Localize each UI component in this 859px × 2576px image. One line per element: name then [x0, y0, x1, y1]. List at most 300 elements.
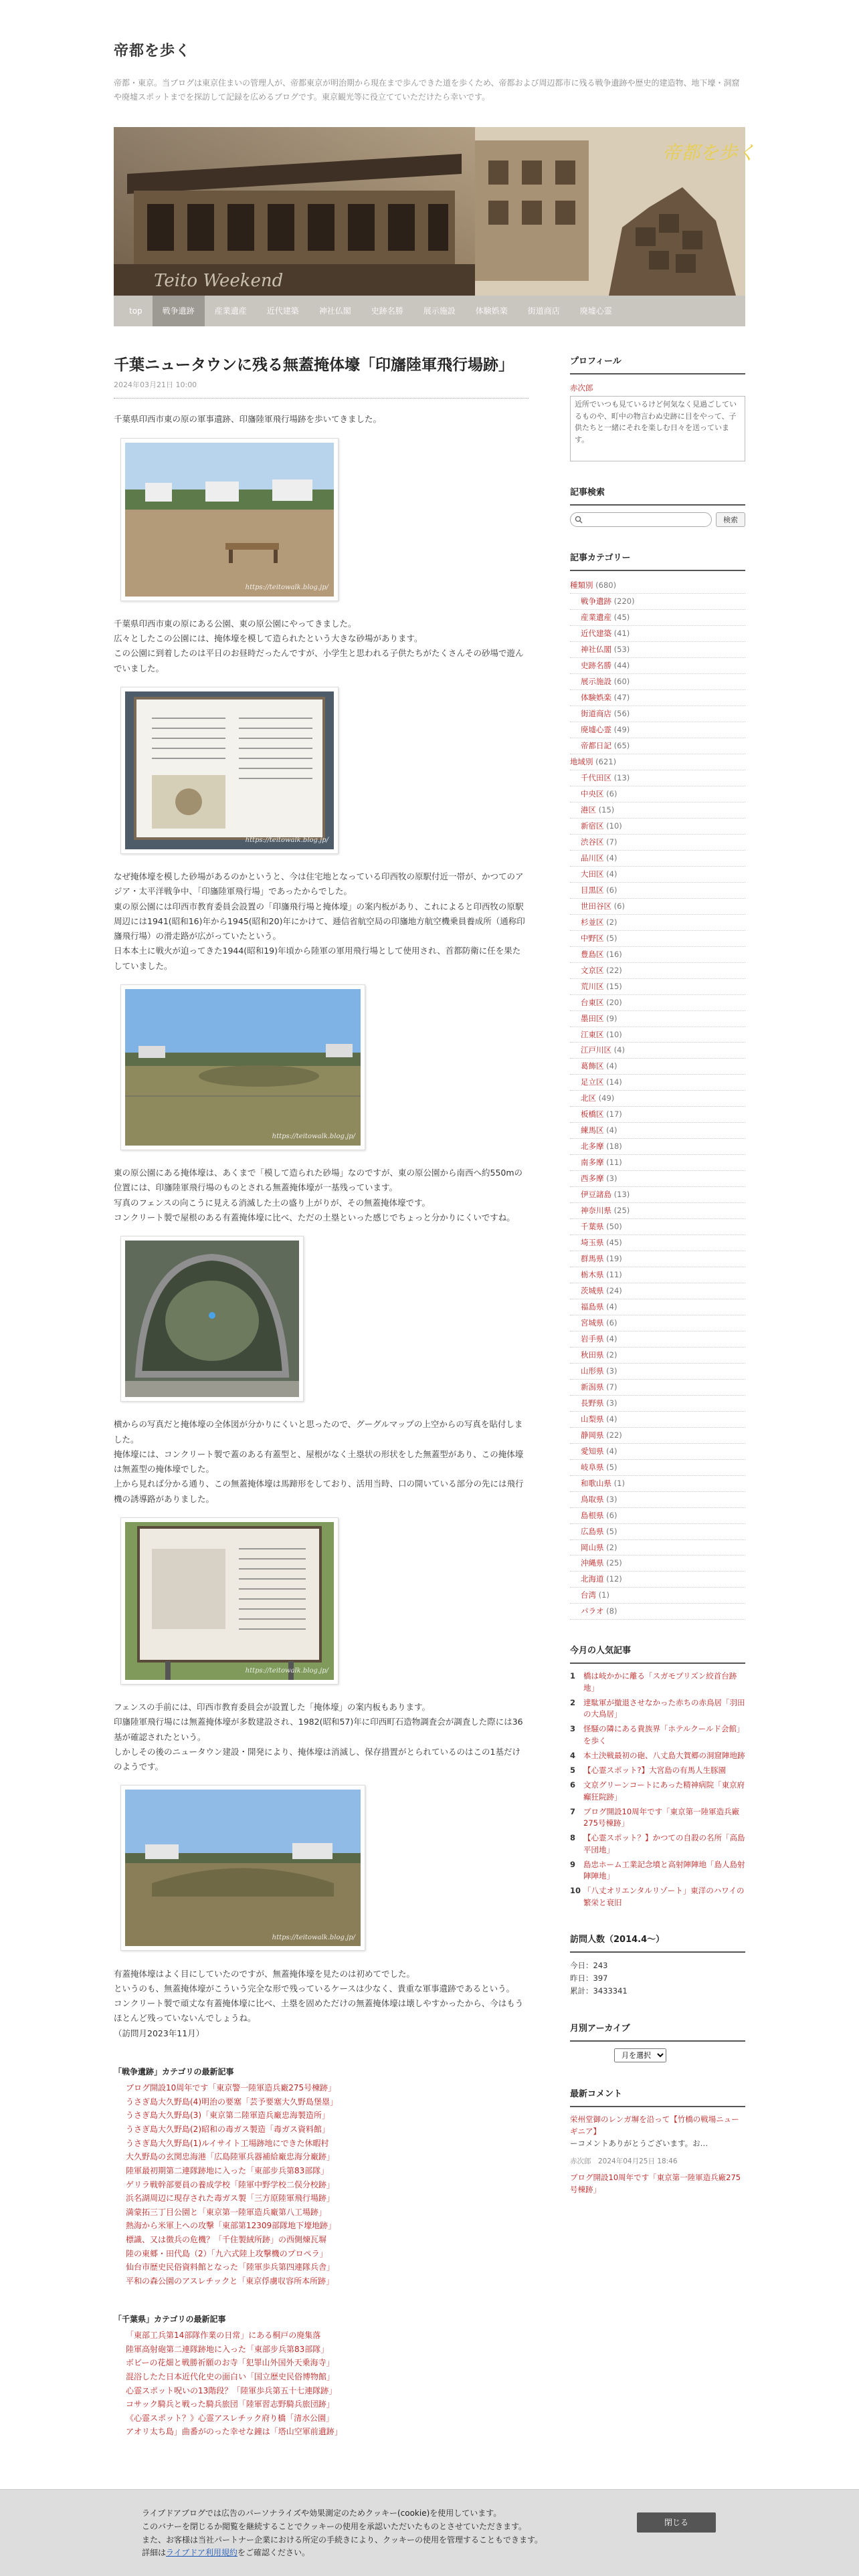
category-count: (25) — [606, 1558, 622, 1568]
category-link[interactable]: 岡山県 — [581, 1542, 604, 1552]
category-count: (3) — [606, 1366, 617, 1376]
category-item — [570, 1572, 745, 1588]
post-paragraph: 東の原公園にある掩体壕は、あくまで「模して造られた砂場」なのですが、東の原公園から南西へ約550mの位置には、印旛陸軍飛行場のものとされる無蓋掩体壕が一基残っています。 写真のフェンスの向こうに見える消滅した土の盛り上がりが、その無蓋掩体壕です。 コンクリート製で屋根のある有蓋掩体壕に比べ、ただの土塁といった感じでちょっと分かりにくいですね。 — [114, 1168, 523, 1222]
category-count: (13) — [613, 773, 630, 782]
nav-historic-sites[interactable]: 史跡名勝 — [371, 306, 403, 316]
category-latest-item — [126, 2178, 529, 2192]
category-item — [570, 979, 745, 995]
category-item — [570, 867, 745, 883]
category-item — [570, 1123, 745, 1139]
category-latest-link[interactable]: ボビーの花畑と戦勝祈願のお寺「犯罪山外国外天乗海寺」 — [126, 2358, 335, 2368]
category-item — [570, 1059, 745, 1075]
nav-war-ruins[interactable]: 戦争遺跡 — [153, 296, 205, 326]
category-link[interactable]: 練馬区 — [581, 1125, 604, 1136]
global-nav — [114, 296, 745, 326]
category-count: (24) — [606, 1286, 622, 1295]
popular-item — [570, 1765, 745, 1776]
popular-item — [570, 1697, 745, 1721]
category-latest-link[interactable]: 標識、又は徴兵の危機？「千住製絨所跡」の西側煉瓦塀 — [126, 2235, 327, 2245]
category-item — [570, 915, 745, 931]
category-item — [570, 1380, 745, 1396]
category-count: (22) — [606, 1430, 622, 1440]
category-item — [570, 1203, 745, 1219]
nav-exhibits[interactable]: 展示施設 — [423, 306, 456, 316]
category-item — [570, 899, 745, 915]
category-item — [570, 963, 745, 979]
category-link[interactable]: 島根県 — [581, 1510, 604, 1520]
cookie-message: ライブドアブログでは広告のパーソナライズや効果測定のためクッキー(cookie)を使用しています。 このバナーを閉じるか閲覧を継続することでクッキーの使用を承認いただいたものとさせていただきます。 また、お客様は当社パートナー企業における所定の手続きにより、クッキーの使用を管理することもできます。 — [142, 2508, 543, 2545]
photo-watermark: https://teitowalk.blog.jp/ — [245, 583, 328, 591]
category-link[interactable]: 世田谷区 — [581, 901, 611, 911]
category-link[interactable]: 鳥取県 — [581, 1494, 604, 1504]
photo-watermark: https://teitowalk.blog.jp/ — [272, 1133, 355, 1141]
category-item — [570, 1460, 745, 1476]
popular-link[interactable]: 怪騒の隣にある貴族界「ホテルクールド会館」を歩く — [583, 1724, 745, 1745]
profile-name[interactable]: 赤次郎 — [570, 383, 593, 393]
category-link[interactable]: 体験娯楽 — [581, 693, 611, 703]
header-banner-image — [114, 127, 757, 296]
category-count: (25) — [613, 1206, 630, 1216]
category-link[interactable]: 千葉県 — [581, 1222, 604, 1232]
category-latest-link[interactable]: 陸の東郷・田代島（2）「九六式陸上攻撃機のプロペラ」 — [126, 2248, 328, 2258]
category-link[interactable]: 杉並区 — [581, 917, 604, 927]
stat-yesterday: 昨日：397 — [570, 1973, 608, 1983]
banner-title-text: 帝都を歩く — [662, 142, 757, 164]
category-latest-item — [126, 2397, 529, 2411]
post-paragraph: 有蓋掩体壕はよく目にしていたのですが、無蓋掩体壕を見たのは初めてでした。 というのも、無蓋掩体壕がこういう完全な形で残っているケースは少なく、貴重な軍事遺跡であるという。 コンクリート製で頑丈な有蓋掩体壕に比べ、土塁を固めただけの無蓋掩体壕は壊しやすかったから、今はもうほとんど残っていないんでしょうね。 （訪問月2023年11月） — [114, 1968, 524, 2038]
category-link[interactable]: 葛飾区 — [581, 1061, 604, 1071]
categories-section — [570, 551, 745, 1620]
category-item — [570, 578, 745, 594]
category-item — [570, 802, 745, 819]
search-icon — [575, 516, 583, 524]
category-count: (6) — [606, 885, 617, 895]
category-link[interactable]: 神社仏閣 — [581, 645, 611, 655]
post-date: 2024年03月21日 10:00 — [114, 379, 529, 399]
category-item — [570, 1476, 745, 1492]
photo-bunker-fence[interactable] — [120, 984, 365, 1150]
category-link[interactable]: 新宿区 — [581, 821, 604, 831]
sidebar-heading: 最新コメント — [570, 2087, 745, 2107]
category-latest-link[interactable]: コサック騎兵と戦った騎兵旅団「陸軍習志野騎兵旅団跡」 — [126, 2399, 335, 2409]
category-link[interactable]: 江戸川区 — [581, 1045, 611, 1055]
category-count: (44) — [613, 661, 630, 671]
category-link[interactable]: 北多摩 — [581, 1142, 604, 1152]
category-link[interactable]: 目黒区 — [581, 885, 604, 895]
search-form — [570, 512, 745, 527]
nav-shrines[interactable]: 神社仏閣 — [318, 306, 351, 316]
category-latest-item — [126, 2247, 529, 2261]
category-item — [570, 1428, 745, 1444]
category-latest-link[interactable]: 満蒙拓三丁目公園と「東京第一陸軍造兵廠第八工場跡」 — [126, 2207, 327, 2217]
category-link[interactable]: 宮城県 — [581, 1317, 604, 1327]
category-link[interactable]: 沖縄県 — [581, 1558, 604, 1568]
category-link[interactable]: 墨田区 — [581, 1013, 604, 1023]
category-link[interactable]: 豊島区 — [581, 949, 604, 959]
sidebar-heading: 訪問人数（2014.4〜） — [570, 1933, 745, 1953]
comment-article-link[interactable]: 栄州堂御のレンガ塀を沿って【竹橋の戦場ニューギニア】 — [570, 2115, 739, 2137]
comment-item — [570, 2114, 745, 2149]
category-latest-link[interactable]: 大久野島の玄関忠海港「広島陸軍兵器補給廠忠海分廠跡」 — [126, 2152, 335, 2162]
category-latest-item — [126, 2109, 529, 2123]
category-count: (6) — [613, 901, 625, 911]
category-count: (5) — [606, 1526, 617, 1536]
category-item — [570, 1444, 745, 1460]
category-link[interactable]: 近代建築 — [581, 629, 611, 639]
category-latest-item — [126, 2329, 529, 2343]
category-link[interactable]: 地域別 — [570, 757, 593, 767]
category-latest-item — [126, 2150, 529, 2164]
search-section — [570, 486, 745, 527]
nav-ruins-spooky[interactable]: 廃墟心霊 — [579, 306, 612, 316]
post-paragraph: フェンスの手前には、印西市教育委員会が設置した「掩体壕」の案内板もあります。 印旛陸軍飛行場には無蓋掩体壕が多数建設され、1982(昭和57)年に印西町石造物調査会が調査した際には36基が確認されたという。 しかしその後のニュータウン建設・開発により、掩体壕は消滅し、保存措置がとられているのはこの1基だけのようです。 — [114, 1702, 523, 1772]
main-content — [114, 354, 529, 2439]
category-latest-link[interactable]: 仙台市歴史民俗資料館となった「陸軍歩兵第四連隊兵舎」 — [126, 2262, 335, 2272]
category-link[interactable]: 福島県 — [581, 1301, 604, 1311]
category-link[interactable]: 品川区 — [581, 853, 604, 863]
category-link[interactable]: 台東区 — [581, 997, 604, 1007]
popular-item — [570, 1885, 745, 1909]
category-link[interactable]: パラオ — [581, 1606, 604, 1616]
category-count: (7) — [606, 1382, 617, 1392]
category-latest-link[interactable]: うさぎ島大久野島(2)昭和の毒ガス製造「毒ガス資料館」 — [126, 2125, 330, 2135]
category-link[interactable]: 帝都日記 — [581, 741, 611, 751]
category-latest-item — [126, 2425, 529, 2439]
popular-item — [570, 1750, 745, 1761]
category-latest-title[interactable]: 「戦争遺跡」カテゴリの最新記事 — [114, 2066, 234, 2076]
category-count: (2) — [606, 1350, 617, 1360]
category-latest-item — [126, 2123, 529, 2137]
category-link[interactable]: 栃木県 — [581, 1270, 604, 1280]
category-link[interactable]: 埼玉県 — [581, 1238, 604, 1248]
comment-article-link[interactable]: ブログ開設10周年です「東京第一陸軍造兵廠275号棟跡」 — [570, 2173, 741, 2195]
cookie-link-prefix: 詳細は — [142, 2548, 167, 2558]
photo-signboard-2[interactable] — [120, 1517, 339, 1685]
category-link[interactable]: 廃墟心霊 — [581, 725, 611, 735]
sidebar-heading: 記事検索 — [570, 486, 745, 506]
category-latest-item — [126, 2206, 529, 2220]
category-count: (8) — [606, 1606, 617, 1616]
category-count: (13) — [613, 1190, 630, 1200]
category-item — [570, 770, 745, 786]
category-count: (5) — [606, 1462, 617, 1472]
category-count: (4) — [606, 869, 617, 879]
photo-bunker-mound[interactable] — [120, 1785, 365, 1951]
popular-rank: 5 — [570, 1765, 576, 1776]
category-link[interactable]: 渋谷区 — [581, 837, 604, 847]
popular-link[interactable]: 達駄軍が撤退させなかった赤ちの赤鳥居「羽田の大鳥居」 — [583, 1697, 745, 1719]
category-count: (4) — [606, 853, 617, 863]
category-item — [570, 1155, 745, 1171]
category-count: (4) — [606, 1333, 617, 1344]
category-count: (4) — [613, 1045, 625, 1055]
popular-rank: 9 — [570, 1859, 576, 1869]
header-banner[interactable] — [114, 127, 757, 296]
popular-section — [570, 1644, 745, 1909]
popular-link[interactable]: 文京グリーンコートにあった精神病院「東京府癲狂院跡」 — [583, 1780, 745, 1802]
category-latest-war — [114, 2065, 529, 2288]
category-count: (19) — [606, 1254, 622, 1264]
category-item — [570, 1235, 745, 1251]
comment-meta: 赤次郎 2024年04月25日 18:46 — [570, 2157, 678, 2165]
popular-rank: 10 — [570, 1886, 581, 1896]
category-latest-link[interactable]: 陸軍高射砲第二連隊跡地に入った「東部步兵第83部隊」 — [126, 2344, 329, 2354]
category-latest-title[interactable]: 「千葉県」カテゴリの最新記事 — [114, 2314, 226, 2324]
category-link[interactable]: 長野県 — [581, 1398, 604, 1408]
sidebar — [570, 354, 745, 2220]
category-item — [570, 1219, 745, 1235]
category-link[interactable]: 秋田県 — [581, 1350, 604, 1360]
popular-rank: 2 — [570, 1697, 576, 1707]
popular-item — [570, 1723, 745, 1747]
archive-section — [570, 2022, 745, 2063]
category-link[interactable]: 史跡名勝 — [581, 661, 611, 671]
category-count: (18) — [606, 1142, 622, 1152]
category-item — [570, 835, 745, 851]
category-item — [570, 1075, 745, 1091]
category-latest-item — [126, 2356, 529, 2370]
category-link[interactable]: 台湾 — [581, 1590, 596, 1600]
comment-item — [570, 2172, 745, 2196]
category-latest-link[interactable]: 平和の森公園のアスレチックと「東京俘虜収容所本所跡」 — [126, 2276, 335, 2286]
category-link[interactable]: 南多摩 — [581, 1158, 604, 1168]
category-latest-link[interactable]: うさぎ島大久野島(1)ルイサイト工場跡地にできた休暇村 — [126, 2138, 329, 2148]
comment-item — [570, 2155, 745, 2167]
search-input[interactable] — [570, 512, 712, 527]
category-item — [570, 1011, 745, 1027]
category-latest-link[interactable]: ゲリラ戦幹部要員の養成学校「陸軍中野学校二俣分校跡」 — [126, 2179, 335, 2189]
category-count: (3) — [606, 1174, 617, 1184]
category-item — [570, 1555, 745, 1572]
category-item — [570, 1524, 745, 1540]
nav-industrial[interactable]: 産業遺産 — [214, 306, 247, 316]
category-link[interactable]: 板橋区 — [581, 1109, 604, 1119]
category-item — [570, 1412, 745, 1428]
category-link[interactable]: 新潟県 — [581, 1382, 604, 1392]
category-count: (6) — [606, 788, 617, 798]
category-count: (50) — [606, 1222, 622, 1232]
category-item — [570, 674, 745, 690]
category-latest-link[interactable]: アオリ太ち島」曲番がのった幸せな鐘は「塔山空軍前遺跡」 — [126, 2427, 343, 2437]
category-count: (56) — [613, 709, 630, 719]
stat-total: 累計：3433341 — [570, 1985, 628, 1996]
category-item — [570, 1107, 745, 1123]
category-count: (3) — [606, 1398, 617, 1408]
category-count: (45) — [613, 613, 630, 623]
category-link[interactable]: 岐阜県 — [581, 1462, 604, 1472]
photo-aerial-map[interactable] — [120, 1236, 304, 1402]
category-count: (9) — [606, 1013, 617, 1023]
category-latest-link[interactable]: 《心霊スポット？》心霊アスレチック府り橋「清水公園」 — [126, 2413, 335, 2423]
category-item — [570, 883, 745, 899]
category-link[interactable]: 西多摩 — [581, 1174, 604, 1184]
category-latest-item — [126, 2343, 529, 2357]
category-link[interactable]: 伊豆諸島 — [581, 1190, 611, 1200]
category-latest-link[interactable]: 陸軍最初期第二連隊跡地に入った「東部步兵第83部隊」 — [126, 2165, 329, 2175]
nav-streets-shops[interactable]: 街道商店 — [527, 306, 560, 316]
category-count: (4) — [606, 1414, 617, 1424]
popular-rank: 1 — [570, 1671, 576, 1681]
category-latest-link[interactable]: 浜名湖周辺に現存された毒ガス製「三方原陸軍飛行場跡」 — [126, 2193, 335, 2204]
category-link[interactable]: 街道商店 — [581, 709, 611, 719]
popular-rank: 8 — [570, 1833, 576, 1843]
category-item — [570, 594, 745, 610]
category-count: (49) — [613, 725, 630, 735]
category-count: (22) — [606, 965, 622, 975]
popular-link[interactable]: 「八丈オリエンタルリゾート」東洋のハワイの繁栄と衰旧 — [583, 1886, 745, 1907]
category-link[interactable]: 中央区 — [581, 788, 604, 798]
popular-item — [570, 1832, 745, 1856]
category-link[interactable]: 千代田区 — [581, 773, 611, 782]
category-latest-link[interactable]: うさぎ島大久野島(3)「東京第二陸軍造兵廠忠海製造所」 — [126, 2111, 330, 2121]
cookie-banner — [0, 2489, 859, 2576]
category-latest-list — [114, 2329, 529, 2439]
category-item — [570, 1043, 745, 1059]
cookie-text — [142, 2507, 557, 2560]
category-item — [570, 1139, 745, 1155]
nav-experience[interactable]: 体験娯楽 — [475, 306, 508, 316]
photo-watermark: https://teitowalk.blog.jp/ — [272, 1933, 355, 1941]
popular-link[interactable]: ブログ開設10周年です「東京第一陸軍造兵廠275号棟跡」 — [583, 1806, 740, 1828]
category-link[interactable]: 和歌山県 — [581, 1478, 611, 1488]
category-latest-item — [126, 2095, 529, 2109]
category-count: (41) — [613, 629, 630, 639]
category-count: (2) — [606, 1542, 617, 1552]
category-latest-link[interactable]: 「東部工兵第14部隊作業の日常」にある桐戸の廃集落 — [126, 2331, 321, 2340]
category-link[interactable]: 静岡県 — [581, 1430, 604, 1440]
category-count: (11) — [606, 1270, 622, 1280]
category-count: (11) — [606, 1158, 622, 1168]
category-count: (4) — [606, 1125, 617, 1136]
category-item — [570, 851, 745, 867]
category-latest-item — [126, 2411, 529, 2426]
category-item — [570, 1283, 745, 1299]
category-latest-list — [114, 2081, 529, 2288]
category-item — [570, 1331, 745, 1348]
category-link[interactable]: 山形県 — [581, 1366, 604, 1376]
popular-link[interactable]: 【心霊スポット？】かつての自殺の名所「高島平団地」 — [583, 1833, 745, 1854]
category-latest-item — [126, 2370, 529, 2384]
category-link[interactable]: 中野区 — [581, 933, 604, 943]
category-latest-link[interactable]: ブログ開設10周年です「東京警一陸軍造兵廠275号棟跡」 — [126, 2083, 337, 2093]
popular-rank: 6 — [570, 1780, 576, 1790]
category-link[interactable]: 江東区 — [581, 1029, 604, 1039]
category-link[interactable]: 北区 — [581, 1093, 596, 1103]
nav-top[interactable]: top — [129, 306, 142, 316]
archive-select[interactable] — [614, 2048, 666, 2062]
category-count: (4) — [606, 1061, 617, 1071]
post-title[interactable]: 千葉ニュータウンに残る無蓋掩体壕「印旛陸軍飛行場跡」 — [114, 356, 514, 374]
category-link[interactable]: 茨城県 — [581, 1286, 604, 1295]
category-link[interactable]: 山梨県 — [581, 1414, 604, 1424]
category-link[interactable]: 文京区 — [581, 965, 604, 975]
category-link[interactable]: 群馬県 — [581, 1254, 604, 1264]
category-link[interactable]: 展示施設 — [581, 677, 611, 687]
popular-link[interactable]: 本土決戦最初の砲、八丈島大賀郷の洞窟陣地跡 — [583, 1750, 745, 1760]
category-latest-item — [126, 2384, 529, 2398]
category-link[interactable]: 戦争遺跡 — [581, 597, 611, 607]
popular-rank: 4 — [570, 1750, 576, 1760]
category-item — [570, 754, 745, 770]
category-latest-link[interactable]: うさぎ島大久野島(4)明治の要塞「芸予要塞大久野島堡塁」 — [126, 2097, 339, 2107]
category-link[interactable]: 種類別 — [570, 580, 593, 591]
category-item — [570, 1315, 745, 1331]
nav-modern-architecture[interactable]: 近代建築 — [266, 306, 299, 316]
photo-watermark: https://teitowalk.blog.jp/ — [245, 837, 328, 845]
category-item — [570, 1492, 745, 1508]
category-latest-item — [126, 2191, 529, 2206]
category-latest-link[interactable]: 混浴したた日本近代化史の面白い「国立歴史民俗博物館」 — [126, 2371, 335, 2381]
sidebar-heading: 記事カテゴリー — [570, 551, 745, 571]
category-count: (621) — [595, 757, 617, 767]
category-count: (1) — [613, 1478, 625, 1488]
popular-link[interactable]: 橋は岐かかに離る「スガモプリズン絞首台跡地」 — [583, 1671, 737, 1693]
category-count: (45) — [606, 1238, 622, 1248]
category-count: (7) — [606, 837, 617, 847]
category-link[interactable]: 神奈川県 — [581, 1206, 611, 1216]
popular-item — [570, 1671, 745, 1694]
terms-link[interactable]: ライブドア利用規約 — [166, 2548, 237, 2558]
category-latest-link[interactable]: 心霊スポット呪いの13階段？「陸軍歩兵第五十七連隊跡」 — [126, 2385, 337, 2395]
category-item — [570, 1171, 745, 1187]
cookie-link-suffix: をご確認ください。 — [237, 2548, 310, 2558]
category-latest-item — [126, 2164, 529, 2178]
category-link[interactable]: 港区 — [581, 804, 596, 815]
category-item — [570, 1251, 745, 1267]
category-count: (4) — [606, 1301, 617, 1311]
category-count: (17) — [606, 1109, 622, 1119]
category-item — [570, 786, 745, 802]
category-link[interactable]: 岩手県 — [581, 1333, 604, 1344]
post-paragraph: 千葉県印西市東の原の軍事遺跡、印旛陸軍飛行場跡を歩いてきました。 — [114, 414, 382, 425]
photo-signboard-1[interactable] — [120, 687, 339, 854]
category-link[interactable]: 足立区 — [581, 1077, 604, 1087]
cookie-close-button[interactable]: 閉じる — [637, 2512, 716, 2533]
sidebar-heading: 月別アーカイブ — [570, 2022, 745, 2042]
profile-section — [570, 354, 745, 461]
category-link[interactable]: 広島県 — [581, 1526, 604, 1536]
category-item — [570, 1299, 745, 1315]
popular-link[interactable]: 島忠ホーム工業記念墳と高射陣陣地「島人島射陣陣地」 — [583, 1859, 745, 1881]
category-item — [570, 610, 745, 626]
category-latest-chiba — [114, 2313, 529, 2439]
category-item — [570, 1588, 745, 1604]
category-latest-item — [126, 2233, 529, 2247]
category-link[interactable]: 愛知県 — [581, 1446, 604, 1456]
category-link[interactable]: 大田区 — [581, 869, 604, 879]
category-link[interactable]: 荒川区 — [581, 981, 604, 991]
category-link[interactable]: 北海道 — [581, 1574, 604, 1584]
blog-description: 帝都・東京。当ブログは東京住まいの管理人が、帝都東京が明治期から現在まで歩んできた道を歩くため、帝都および周辺都市に残る戦争遺跡や歴史的建造物、地下壕・洞窟や廃墟スポットまでを探訪して記録を広めるブログです。東京観光等に役立てていただけたら幸いです。 — [114, 78, 740, 102]
category-count: (14) — [606, 1077, 622, 1087]
category-count: (15) — [606, 981, 622, 991]
category-item — [570, 626, 745, 642]
category-item — [570, 1540, 745, 1556]
category-count: (47) — [613, 693, 630, 703]
category-item — [570, 947, 745, 963]
category-latest-item — [126, 2260, 529, 2274]
category-latest-link[interactable]: 熱海から米軍上への攻撃「東部第12309部隊地下壕地跡」 — [126, 2221, 337, 2231]
blog-title[interactable]: 帝都を歩く — [114, 43, 191, 60]
photo-park[interactable] — [120, 438, 339, 601]
photo-watermark: https://teitowalk.blog.jp/ — [245, 1667, 328, 1675]
popular-link[interactable]: 【心霊スポット?】大宮島の有馬人生豚園 — [583, 1765, 727, 1776]
search-button[interactable]: 検索 — [716, 512, 745, 527]
category-link[interactable]: 産業遺産 — [581, 613, 611, 623]
category-item — [570, 1396, 745, 1412]
popular-rank: 7 — [570, 1806, 576, 1816]
category-list — [570, 578, 745, 1620]
